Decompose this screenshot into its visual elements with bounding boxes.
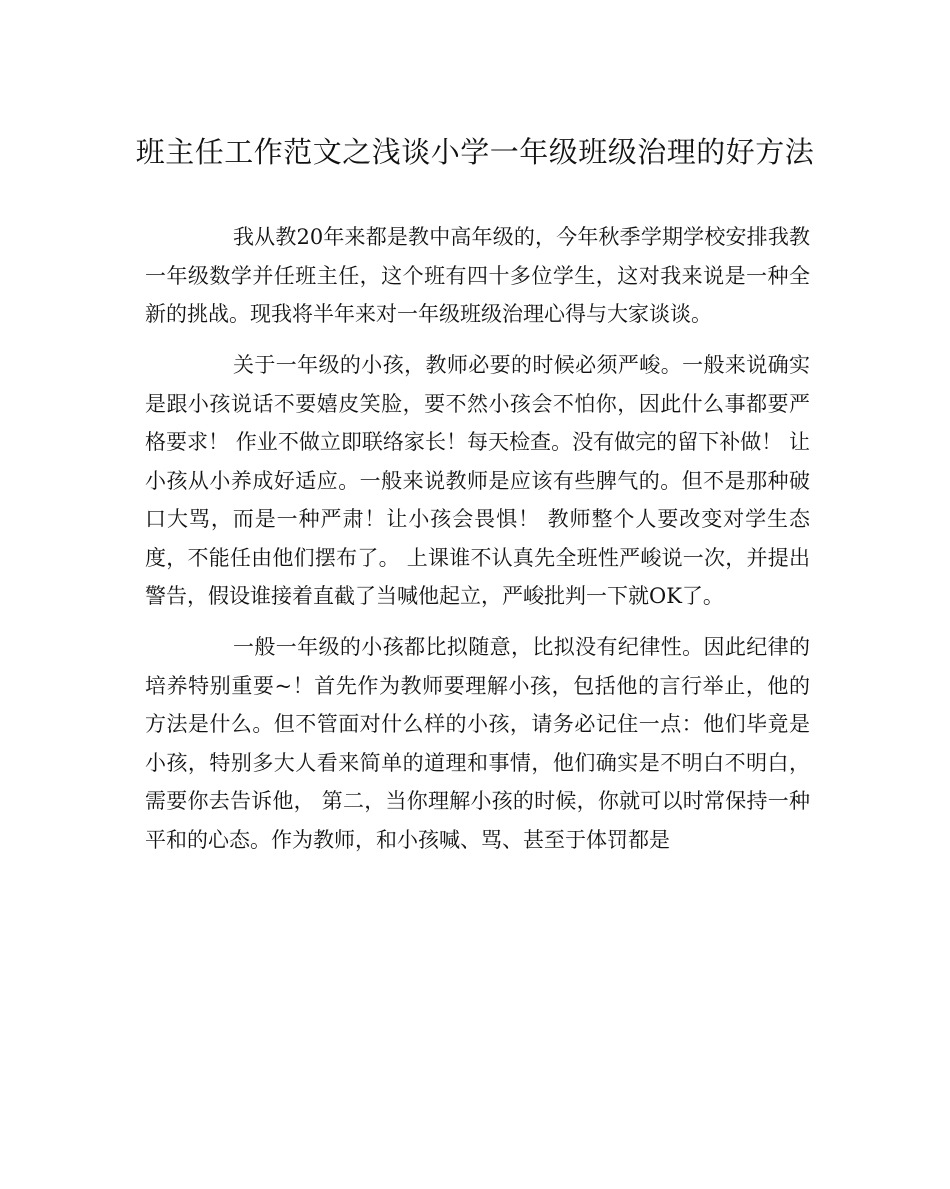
document-title: 班主任工作范文之浅谈小学一年级班级治理的好方法 xyxy=(135,135,815,169)
paragraph: 我从教20年来都是教中高年级的，今年秋季学期学校安排我教一年级数学并任班主任，这个班有四十多位学生，这对我来说是一种全新的挑战。现我将半年来对一年级班级治理心得与大家谈谈。 xyxy=(145,225,810,326)
document-body xyxy=(145,218,810,859)
paragraph: 关于一年级的小孩，教师必要的时候必须严峻。一般来说确实是跟小孩说话不要嬉皮笑脸，要不然小孩会不怕你，因此什么事都要严格要求！ 作业不做立即联络家长！每天检查。没有做完的留下补做！ 让小孩从小养成好适应。一般来说教师是应该有些脾气的。但不是那种破口大骂，而是一种严肃！让小孩会畏惧！ 教师整个人要改变对学生态度，不能任由他们摆布了。 上课谁不认真先全班性严峻说一次，并提出警告，假设谁接着直截了当喊他起立，严峻批判一下就OK了。 xyxy=(145,353,810,608)
paragraph: 一般一年级的小孩都比拟随意，比拟没有纪律性。因此纪律的培养特别重要~！首先作为教师要理解小孩，包括他的言行举止，他的方法是什么。但不管面对什么样的小孩，请务必记住一点：他们毕竟是小孩，特别多大人看来简单的道理和事情，他们确实是不明白不明白，需要你去告诉他， 第二，当你理解小孩的时候，你就可以时常保持一种平和的心态。作为教师，和小孩喊、骂、甚至于体罚都是 xyxy=(145,635,810,852)
